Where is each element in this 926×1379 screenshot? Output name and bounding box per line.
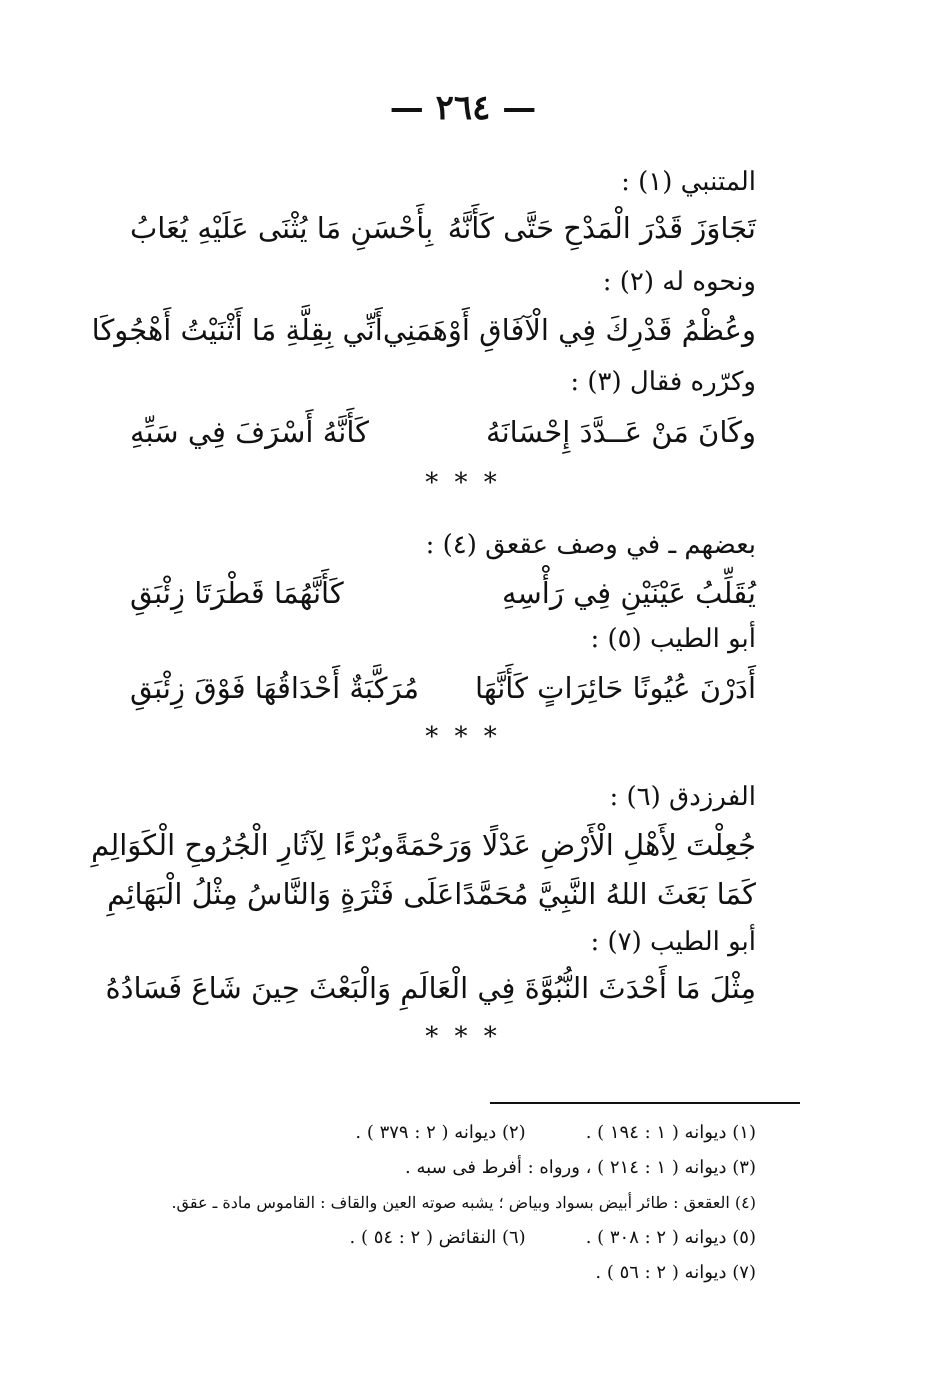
verse-first-hemistich: وعُظْمُ قَدْرِكَ فِي الْآفَاقِ أَوْهَمَنِي: [382, 313, 756, 347]
verse-second-hemistich: مُرَكَّبَةٌ أَحْدَاقُهَا فَوْقَ زِئْبَقِ: [130, 671, 419, 705]
verse-first-hemistich: مِثْلَ مَا أَحْدَثَ النُّبُوَّةَ فِي الْعَا: [428, 971, 756, 1005]
verse-line: [130, 412, 756, 452]
verse-second-hemistich: لَمِ وَالْبَعْثَ حِينَ شَاعَ فَسَادُهُ: [105, 971, 429, 1005]
section-heading-repeated: وكرّره فقال (٣) :: [570, 367, 756, 397]
section-heading-aqaq: بعضهم ـ في وصف عقعق (٤) :: [425, 530, 756, 560]
footnote-3: (٣) ديوانه ( ١ : ٢١٤ ) ، ورواه : أفرط فى سبه .: [405, 1157, 756, 1178]
verse-first-hemistich: تَجَاوَزَ قَدْرَ الْمَدْحِ حَتَّى كَأَنَّهُ: [447, 211, 756, 245]
verse-line: [105, 968, 756, 1008]
verse-line: [91, 825, 756, 865]
section-divider-stars: * * *: [425, 722, 501, 752]
verse-line: [130, 208, 756, 248]
section-heading-mutanabbi: المتنبي (١) :: [621, 167, 756, 197]
verse-second-hemistich: عَلَى فَتْرَةٍ وَالنَّاسُ مِثْلُ الْبَهَائِمِ: [107, 877, 455, 911]
footnote-2: (٢) ديوانه ( ٢ : ٣٧٩ ) .: [355, 1122, 526, 1143]
footnote-line: [350, 1225, 757, 1251]
footnote-4: (٤) العقعق : طائر أبيض بسواد وبياض ؛ يشبه صوته العين والقاف : القاموس مادة ـ عقق.: [171, 1193, 756, 1212]
verse-second-hemistich: بِأَحْسَنِ مَا يُثْنَى عَلَيْهِ يُعَابُ: [130, 211, 434, 245]
section-heading-farazdaq: الفرزدق (٦) :: [609, 782, 756, 812]
verse-first-hemistich: كَمَا بَعَثَ اللهُ النَّبِيَّ مُحَمَّدًا: [454, 877, 756, 911]
footnote-separator: [490, 1102, 800, 1104]
section-divider-stars: * * *: [425, 1022, 501, 1052]
section-heading-abu-tayyib-2: أبو الطيب (٧) :: [590, 927, 756, 957]
verse-line: [130, 668, 756, 708]
section-divider-stars: * * *: [425, 468, 501, 498]
page-number: — ٢٦٤ —: [389, 88, 537, 128]
footnote-5: (٥) ديوانه ( ٢ : ٣٠٨ ) .: [585, 1227, 756, 1248]
verse-line: [107, 874, 756, 914]
verse-first-hemistich: وكَانَ مَنْ عَــدَّدَ إِحْسَانَهُ: [486, 415, 756, 449]
footnote-1: (١) ديوانه ( ١ : ١٩٤ ) .: [585, 1122, 756, 1143]
verse-line: [130, 573, 756, 613]
footnote-6: (٦) النقائض ( ٢ : ٥٤ ) .: [349, 1227, 526, 1248]
verse-first-hemistich: أَدَرْنَ عُيُونًا حَائِرَاتٍ كَأَنَّهَا: [475, 671, 756, 705]
verse-first-hemistich: جُعِلْتَ لِأَهْلِ الْأَرْضِ عَدْلًا وَرَحْمَةً: [394, 828, 756, 862]
section-heading-abu-tayyib: أبو الطيب (٥) :: [590, 624, 756, 654]
verse-second-hemistich: أَنِّي بِقِلَّةِ مَا أَثْنَيْتُ أَهْجُوكَا: [91, 313, 383, 347]
footnote-7: (٧) ديوانه ( ٢ : ٥٦ ) .: [595, 1262, 756, 1283]
verse-second-hemistich: كَأَنَّهُ أَسْرَفَ فِي سَبِّهِ: [130, 415, 369, 449]
section-heading-similar: ونحوه له (٢) :: [602, 267, 756, 297]
verse-second-hemistich: وبُرْءًا لِآثَارِ الْجُرُوحِ الْكَوَالِمِ: [91, 828, 395, 862]
footnote-line: [355, 1120, 756, 1146]
verse-line: [91, 310, 756, 350]
verse-first-hemistich: يُقَلِّبُ عَيْنَيْنِ فِي رَأْسِهِ: [501, 576, 756, 610]
verse-second-hemistich: كَأَنَّهُمَا قَطْرَتَا زِئْبَقِ: [130, 576, 344, 610]
